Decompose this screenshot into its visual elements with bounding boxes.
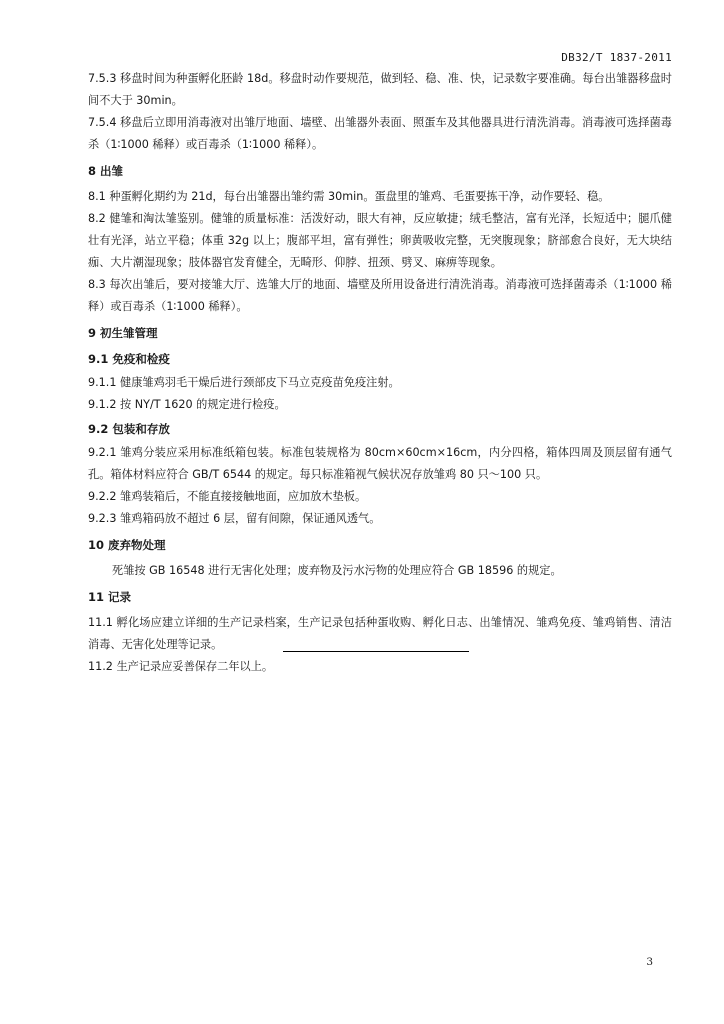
- heading-9-1: 9.1 免疫和检疫: [88, 352, 170, 366]
- end-rule-divider: [283, 651, 469, 652]
- heading-9: 9 初生雏管理: [88, 326, 158, 340]
- page-number: 3: [646, 956, 653, 968]
- paragraph-9-2-1: 9.2.1 雏鸡分装应采用标准纸箱包装。标准包装规格为 80cm×60cm×16cm，内分四格，箱体四周及顶层留有通气孔。箱体材料应符合 GB/T 6544 的规定。每只标准箱视气候状况存放雏鸡 80 只～100 只。: [88, 446, 672, 481]
- heading-9-2: 9.2 包装和存放: [88, 422, 170, 436]
- document-id: DB32/T 1837-2011: [561, 51, 672, 64]
- paragraph-7-5-3: 7.5.3 移盘时间为种蛋孵化胚龄 18d。移盘时动作要规范，做到轻、稳、准、快，记录数字要准确。每台出雏器移盘时间不大于 30min。: [88, 72, 672, 107]
- document-body: [88, 68, 672, 678]
- heading-10: 10 废弃物处理: [88, 538, 166, 552]
- paragraph-9-1-1: 9.1.1 健康雏鸡羽毛干燥后进行颈部皮下马立克疫苗免疫注射。: [88, 376, 400, 389]
- paragraph-11-1: 11.1 孵化场应建立详细的生产记录档案，生产记录包括种蛋收购、孵化日志、出雏情况、雏鸡免疫、雏鸡销售、清洁消毒、无害化处理等记录。: [88, 616, 672, 651]
- paragraph-9-2-3: 9.2.3 雏鸡箱码放不超过 6 层，留有间隙，保证通风透气。: [88, 512, 381, 525]
- paragraph-8-1: 8.1 种蛋孵化期约为 21d，每台出雏器出雏约需 30min。蛋盘里的雏鸡、毛蛋要拣干净，动作要轻、稳。: [88, 190, 610, 203]
- paragraph-8-2: 8.2 健雏和淘汰雏鉴别。健雏的质量标准：活泼好动，眼大有神，反应敏捷；绒毛整洁，富有光泽，长短适中；腿爪健壮有光泽，站立平稳；体重 32g 以上；腹部平坦，富有弹性；卵黄吸收完整，无突腹现象；脐部愈合良好，无大块结痂、大片潮湿现象；肢体器官发育健全，无畸形、仰脖、扭颈、劈叉、麻痹等现象。: [88, 212, 672, 269]
- paragraph-8-3: 8.3 每次出雏后，要对接雏大厅、选雏大厅的地面、墙壁及所用设备进行清洗消毒。消毒液可选择菌毒杀（1∶1000 稀释）或百毒杀（1∶1000 稀释）。: [88, 278, 672, 313]
- heading-11: 11 记录: [88, 590, 132, 604]
- paragraph-9-2-2: 9.2.2 雏鸡装箱后，不能直接接触地面，应加放木垫板。: [88, 490, 367, 503]
- paragraph-7-5-4: 7.5.4 移盘后立即用消毒液对出雏厅地面、墙壁、出雏器外表面、照蛋车及其他器具进行清洗消毒。消毒液可选择菌毒杀（1∶1000 稀释）或百毒杀（1∶1000 稀释）。: [88, 116, 672, 151]
- paragraph-11-2: 11.2 生产记录应妥善保存二年以上。: [88, 660, 274, 673]
- paragraph-9-1-2: 9.1.2 按 NY/T 1620 的规定进行检疫。: [88, 398, 286, 411]
- heading-8: 8 出雏: [88, 164, 124, 178]
- paragraph-10: 死雏按 GB 16548 进行无害化处理；废弃物及污水污物的处理应符合 GB 18596 的规定。: [112, 564, 562, 577]
